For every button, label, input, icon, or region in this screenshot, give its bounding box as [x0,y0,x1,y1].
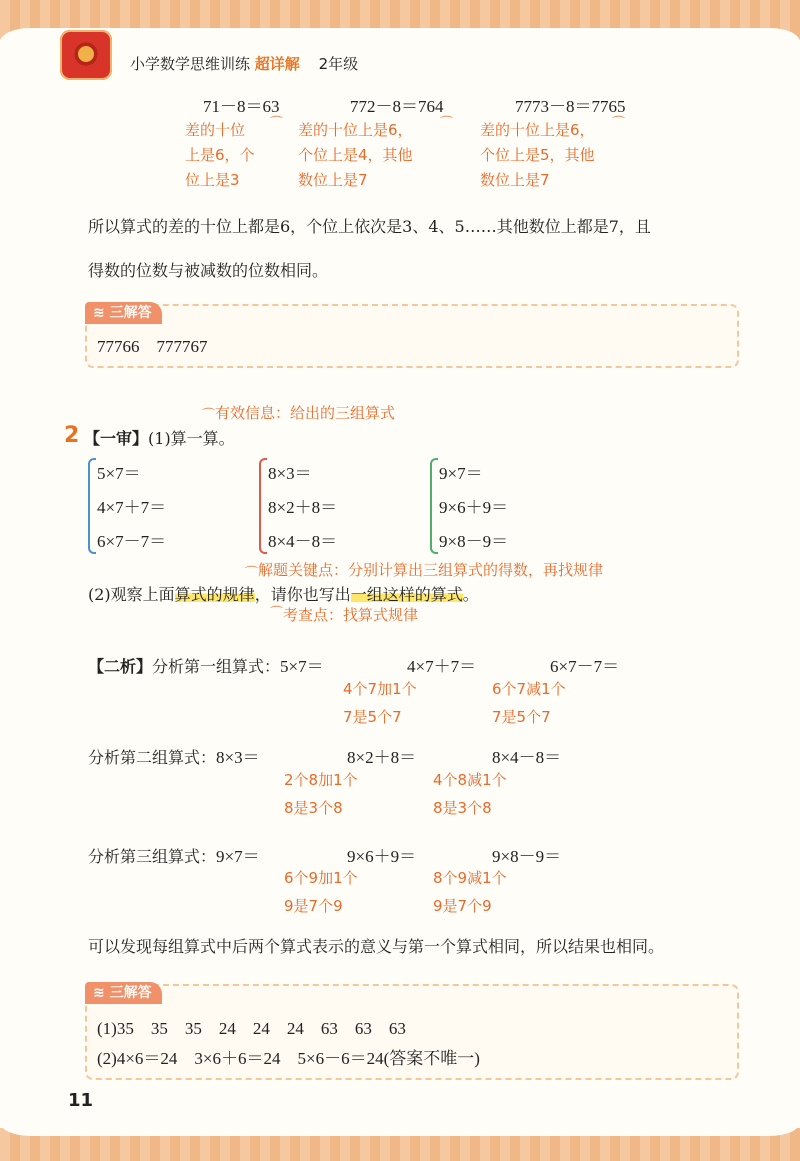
note-line: 8是3个8 [284,799,343,817]
note-group-1 [185,118,255,193]
group-2 [268,457,337,559]
q2-end: 。 [462,585,479,604]
answer-tag-2 [85,982,162,1004]
answer-1: 77766 777767 [97,337,208,356]
group-eq: 4×7＋7＝ [97,498,167,517]
arrow-icon: ⌒ [270,116,284,131]
group-1 [97,457,166,559]
note-exam-point: 考查点：找算式规律 [283,606,419,624]
analysis-eq: 8×2＋8＝ [347,748,417,767]
eq-1: 71－8＝63 [203,97,280,116]
arrow-icon: ⌒ [440,116,454,131]
analysis-eq: 8×3＝ [216,748,260,767]
note-line: 4个7加1个 [343,680,417,698]
note-line: 9是7个9 [284,897,343,915]
note-line: 个位上是4，其他 [298,146,413,164]
analysis-eq: 9×6＋9＝ [347,847,417,866]
problem-number: 2 [64,423,80,448]
q1-text: (1)算一算。 [148,429,235,448]
note-line: 个位上是5，其他 [480,146,595,164]
analysis-eq: 8×4－8＝ [492,748,562,767]
note-key-point: 解题关键点：分别计算出三组算式的得数，再找规律 [258,561,604,579]
analysis-eq: 6×7－7＝ [550,657,620,676]
arrow-icon: ⌒ [612,116,626,131]
brace-group-1 [88,458,96,554]
analysis-lead: 分析第三组算式： [88,847,217,866]
analysis-note [284,766,358,822]
analysis-note [343,675,417,731]
group-eq: 8×2＋8＝ [268,498,338,517]
q2-prefix: (2)观察上面 [88,585,175,604]
note-line: 差的十位上是6， [480,121,595,139]
analysis-label: 【二析】 [88,657,153,676]
page-header [130,53,358,74]
eq-2: 772－8＝764 [350,97,444,116]
note-line: 6个9加1个 [284,869,358,887]
analysis-row-1 [88,652,324,677]
arrow-icon: ⌒ [245,566,259,581]
answer-2-line-2: (2)4×6＝24 3×6＋6＝24 5×6－6＝24(答案不唯一) [97,1049,480,1068]
note-line: 4个8减1个 [433,771,507,789]
wave-icon: ≋ [93,305,105,321]
brace-group-3 [430,458,438,554]
analysis-lead: 分析第二组算式： [88,748,217,767]
group-eq: 9×6＋9＝ [439,498,509,517]
book-title: 小学数学思维训练 [130,55,251,73]
answer-2-line-1: (1)35 35 35 24 24 24 63 63 63 [97,1019,406,1038]
analysis-eq: 5×7＝ [280,657,324,676]
answer-tag-1 [85,302,162,324]
analysis-row-2 [88,743,260,768]
arrow-icon: ⌒ [202,408,216,423]
note-line: 差的十位上是6， [298,121,413,139]
analysis-note [433,864,507,920]
q1-line [84,426,235,449]
page-number: 11 [68,1090,94,1111]
conclusion-line-2: 得数的位数与被减数的位数相同。 [88,261,329,280]
note-line: 9是7个9 [433,897,492,915]
answer-tag-label: 三解答 [109,305,152,321]
analysis-conclusion: 可以发现每组算式中后两个算式表示的意义与第一个算式相同，所以结果也相同。 [88,937,665,956]
book-title-emphasis: 超详解 [254,55,300,73]
q2-highlight-2: 一组这样的算式 [350,585,463,604]
group-eq: 8×3＝ [268,464,312,483]
note-group-2 [298,118,413,193]
note-line: 数位上是7 [298,171,368,189]
answer-tag-label: 三解答 [109,985,152,1001]
q2-highlight-1: 算式的规律 [174,585,255,604]
note-line: 位上是3 [185,171,240,189]
header-band-curve [0,28,800,52]
group-eq: 8×4－8＝ [268,532,338,551]
note-group-3 [480,118,595,193]
analysis-row-3 [88,842,260,867]
note-line: 7是5个7 [343,708,402,726]
footer-band-curve [0,1112,800,1136]
analysis-eq: 9×7＝ [216,847,260,866]
q2-mid: ，请你也写出 [254,585,351,604]
brace-group-2 [259,458,267,554]
analysis-eq: 9×8－9＝ [492,847,562,866]
group-eq: 6×7－7＝ [97,532,167,551]
analysis-note [492,675,566,731]
analysis-note [284,864,358,920]
eq-3: 7773－8＝7765 [515,97,626,116]
analysis-lead: 分析第一组算式： [152,657,281,676]
q1-label: 【一审】 [84,429,149,448]
analysis-note [433,766,507,822]
note-line: 数位上是7 [480,171,550,189]
note-line: 上是6，个 [185,146,255,164]
note-line: 6个7减1个 [492,680,566,698]
grade-label: 2年级 [318,55,359,73]
group-eq: 9×8－9＝ [439,532,509,551]
book-logo-icon [60,30,112,80]
conclusion-line-1: 所以算式的差的十位上都是6，个位上依次是3、4、5……其他数位上都是7，且 [88,217,651,236]
note-line: 7是5个7 [492,708,551,726]
group-eq: 5×7＝ [97,464,141,483]
group-eq: 9×7＝ [439,464,483,483]
note-line: 差的十位 [185,121,246,139]
note-line: 8是3个8 [433,799,492,817]
note-line: 8个9减1个 [433,869,507,887]
analysis-eq: 4×7＋7＝ [407,657,477,676]
group-3 [439,457,508,559]
q2-line [88,582,479,605]
note-line: 2个8加1个 [284,771,358,789]
note-effective-info: 有效信息：给出的三组算式 [215,404,396,422]
arrow-icon: ⌒ [270,606,284,621]
wave-icon: ≋ [93,985,105,1001]
